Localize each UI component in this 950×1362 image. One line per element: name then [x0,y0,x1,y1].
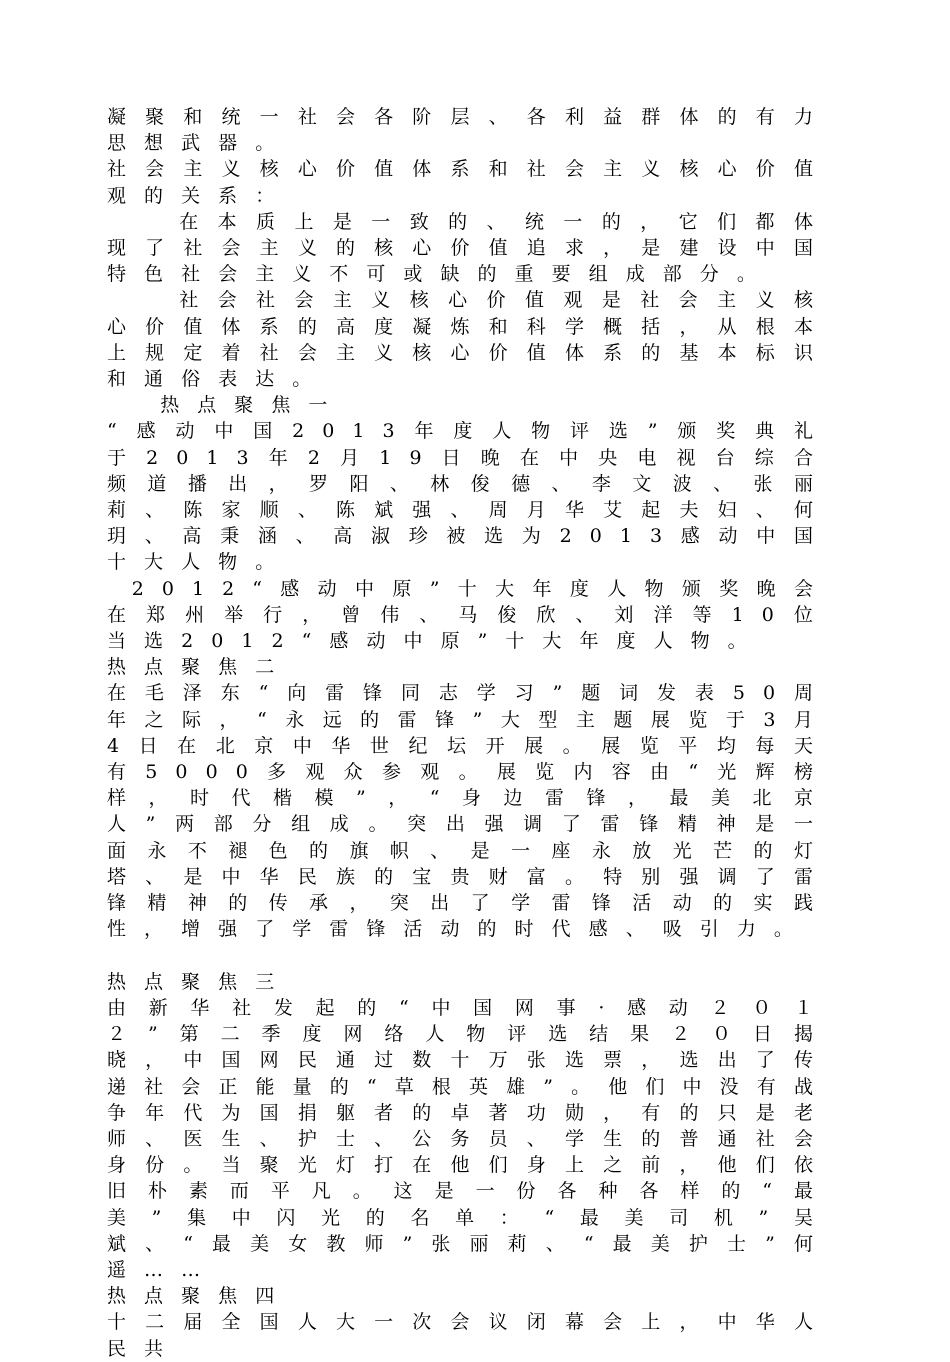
document-body [107,104,831,1362]
paragraph-internet-figures: 由新华社发起的“中国网事·感动２０１２”第二季度网络人物评选结果２０日揭晓，中国网民通过数十万张选票，选出了传递社会正能量的“草根英雄”。他们中没有战争年代为国捐躯者的卓著功勋，有的只是老师、医生、护士、公务员、学生的普通社会身份。当聚光灯打在他们身上之前，他们依旧朴素而平凡。这是一份各种各样的“最美”集中闪光的名单：“最美司机”吴斌、“最美女教师”张丽莉、“最美护士”何遥…… [107,996,831,1281]
paragraph-npc-session: 十二届全国人大一次会议闭幕会上，中华人民共 [107,1311,831,1360]
paragraph-moving-central-plains: 2012“感动中原”十大年度人物颁奖晚会在郑州举行，曾伟、马俊欣、刘洋等10位当选2012“感动中原”十大年度人物。 [107,577,831,653]
paragraph-core-values: 社会社会主义核心价值观是社会主义核心价值体系的高度凝炼和科学概括，从根本上规定着社会主义核心价值体系的基本标识和通俗表达。 [107,289,831,391]
heading-hotspot-1: 热点聚焦一 [160,394,346,417]
heading-hotspot-3: 热点聚焦三 [107,970,293,993]
paragraph-essence: 在本质上是一致的、统一的，它们都体现了社会主义的核心价值追求，是建设中国特色社会主义不可或缺的重要组成部分。 [107,210,831,286]
paragraph-relationship-heading: 社会主义核心价值体系和社会主义核心价值观的关系： [107,158,831,207]
heading-hotspot-2: 热点聚焦二 [107,656,293,679]
paragraph-ideological-weapon: 凝聚和统一社会各阶层、各利益群体的有力思想武器。 [107,106,831,155]
heading-hotspot-4: 热点聚焦四 [107,1285,293,1308]
paragraph-moving-china: “感动中国2013年度人物评选”颁奖典礼于2013年2月19日晚在中央电视台综合频道播出，罗阳、林俊德、李文波、张丽莉、陈家顺、陈斌强、周月华艾起夫妇、何玥、高秉涵、高淑珍被选为2013感动中国十大人物。 [107,420,831,574]
paragraph-lei-feng: 在毛泽东“向雷锋同志学习”题词发表50周年之际，“永远的雷锋”大型主题展览于3月4日在北京中华世纪坛开展。展览平均每天有5000多观众参观。展览内容由“光辉榜样，时代楷模”，“身边雷锋，最美北京人”两部分组成。突出强调了雷锋精神是一面永不褪色的旗帜、是一座永放光芒的灯塔、是中华民族的宝贵财富。特别强调了雷锋精神的传承，突出了学雷锋活动的实践性，增强了学雷锋活动的时代感、吸引力。 [107,682,831,941]
blank-line [107,943,831,969]
